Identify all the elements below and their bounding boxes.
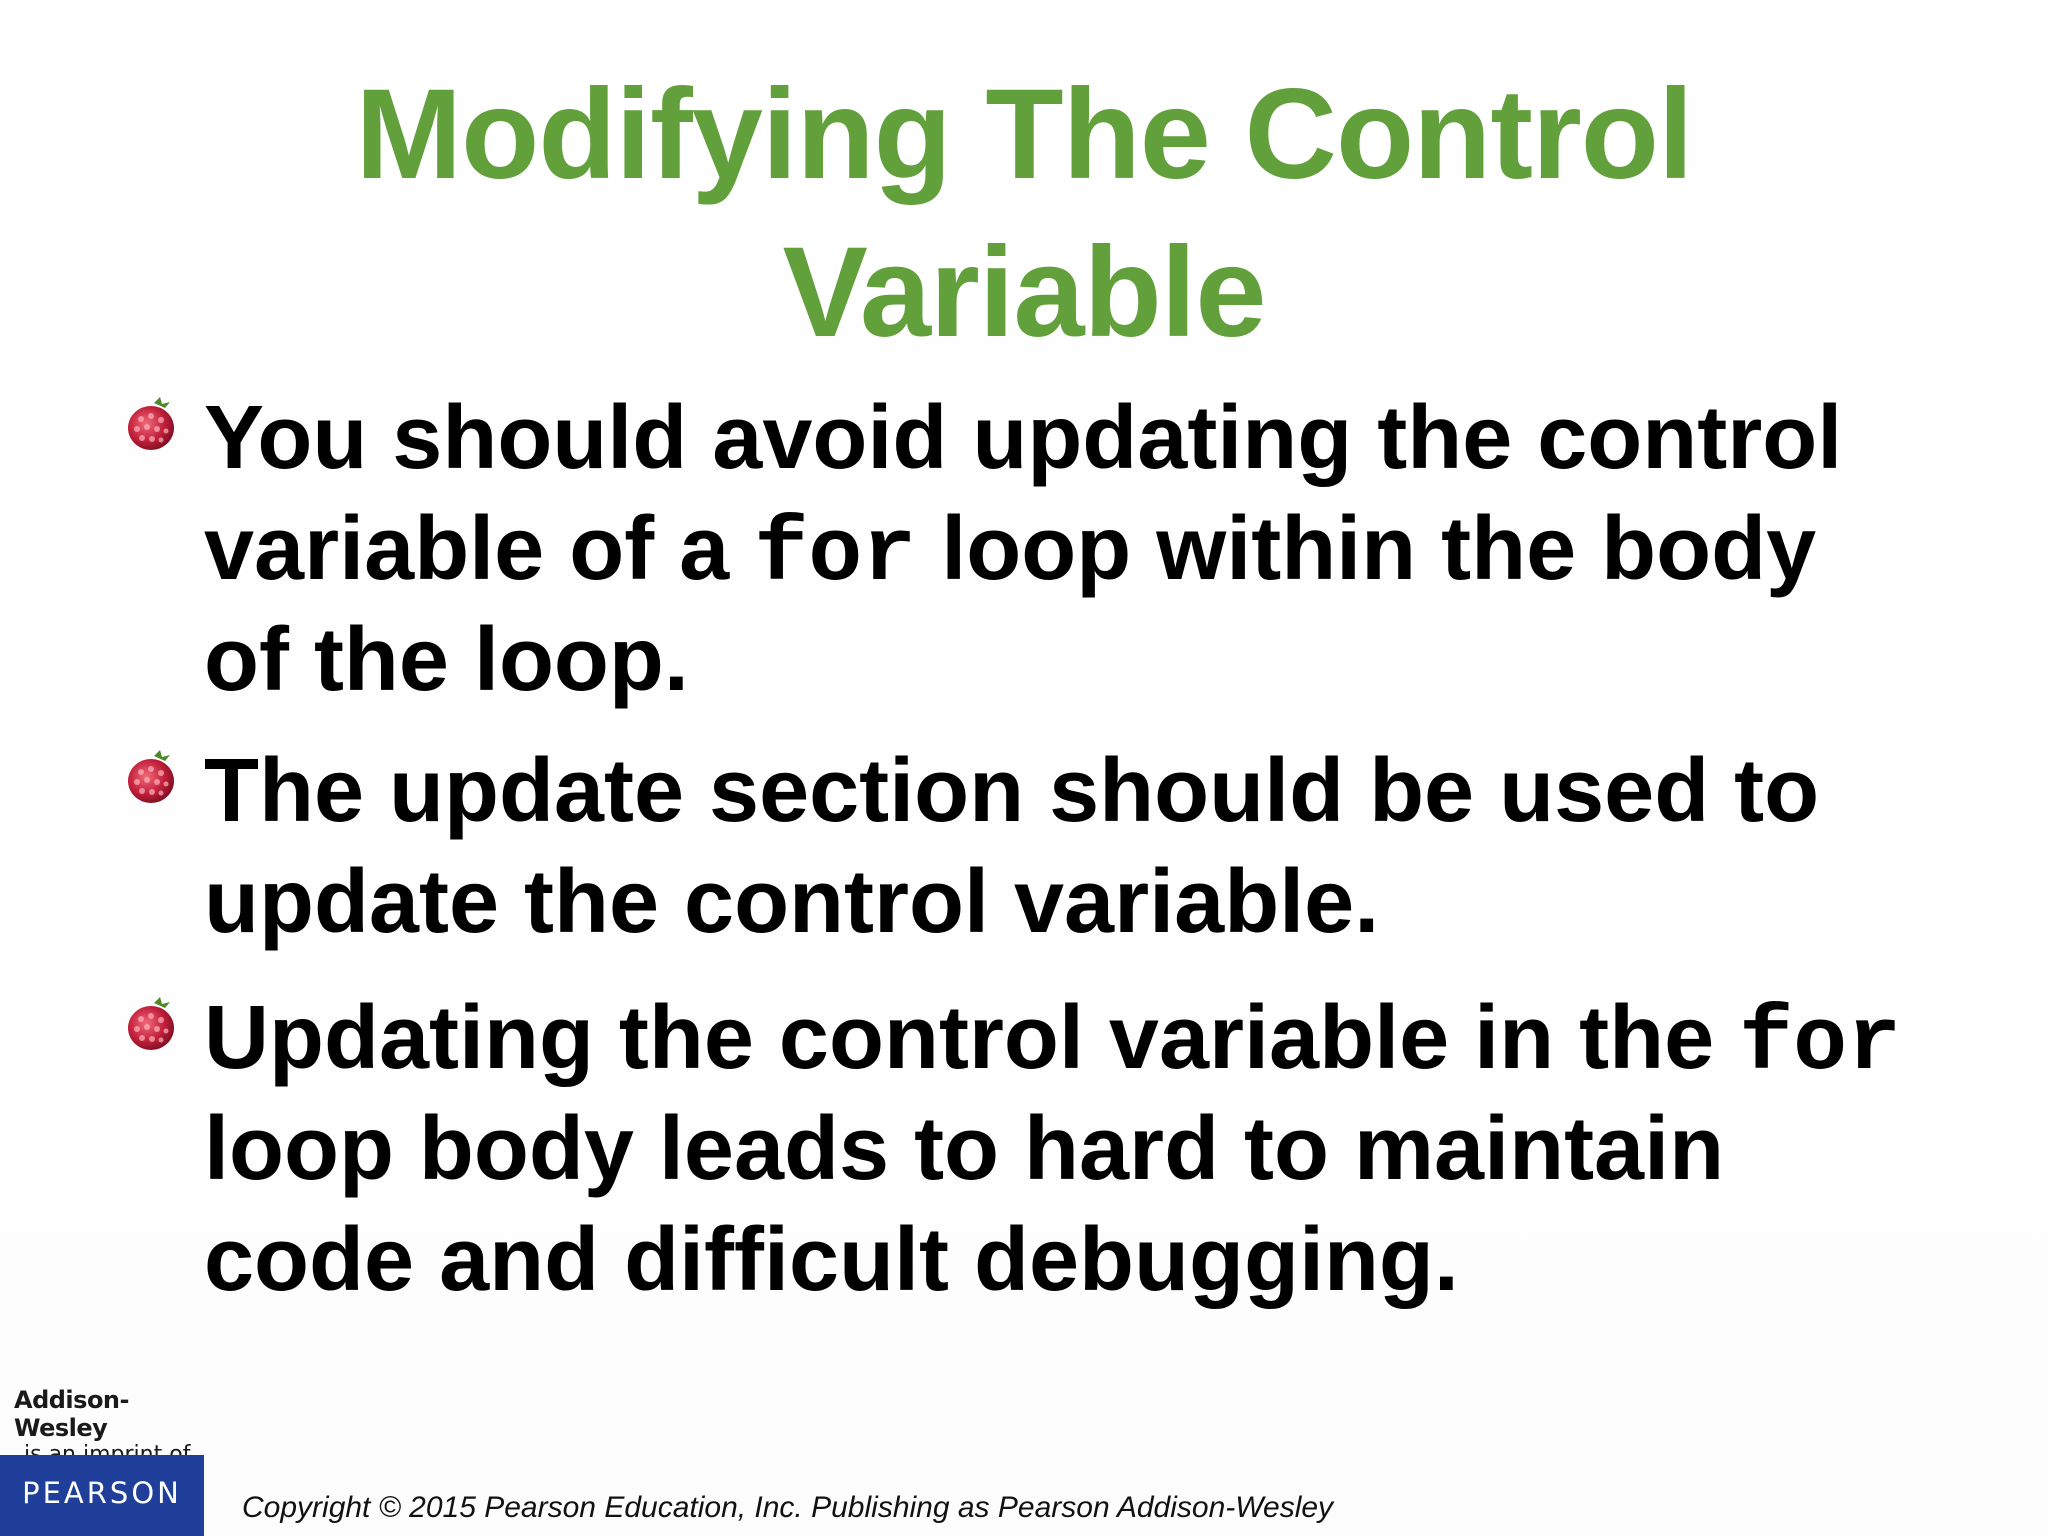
bullet-text-segment: code and difficult debugging. (204, 1210, 1459, 1310)
bullet-line (204, 847, 2004, 958)
bullet-text (204, 983, 2004, 1316)
bullet-text-segment: of the loop. (204, 610, 689, 710)
bullet-text-segment: variable of a (204, 499, 755, 599)
raspberry-bullet-icon (124, 748, 178, 806)
bullet-text (204, 383, 2004, 716)
bullet-line (204, 1094, 2004, 1205)
bullet-line (204, 605, 2004, 716)
bullet-line (204, 494, 2004, 605)
code-keyword: for (1739, 994, 1902, 1096)
bullet-text-segment: The update section should be used to (204, 741, 1820, 841)
bullet-text-segment: loop within the body (916, 499, 1817, 599)
bullet-text (204, 736, 2004, 958)
bullet-line (204, 983, 2004, 1094)
bullet-line (204, 1205, 2004, 1316)
bullet-text-segment: Updating the control variable in the (204, 988, 1740, 1088)
bullet-text-segment: loop body leads to hard to maintain (204, 1099, 1725, 1199)
slide-title-line-1: Modifying The Control (355, 63, 1693, 206)
copyright-notice: Copyright © 2015 Pearson Education, Inc. Publishing as Pearson Addison-Wesley (242, 1491, 1334, 1524)
slide-title (0, 56, 2048, 372)
raspberry-bullet-icon (124, 395, 178, 453)
bullet-text-segment: You should avoid updating the control (204, 388, 1843, 488)
pearson-logo: PEARSON (0, 1455, 204, 1536)
bullet-text-segment: update the control variable. (204, 852, 1380, 952)
publisher-name: Addison-Wesley (14, 1386, 129, 1442)
raspberry-bullet-icon (124, 995, 178, 1053)
code-keyword: for (754, 505, 917, 607)
bullet-line (204, 383, 2004, 494)
slide-title-line-2: Variable (782, 221, 1266, 364)
bullet-line (204, 736, 2004, 847)
